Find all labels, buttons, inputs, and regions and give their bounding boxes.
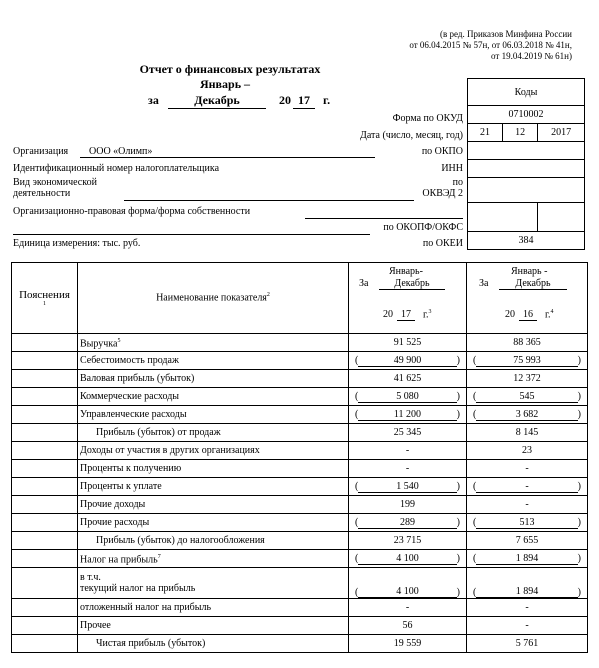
okved-value <box>468 178 585 203</box>
cur-period-2: Декабрь <box>379 278 445 290</box>
row-notes-cell <box>12 442 78 460</box>
previous-value: 12 372 <box>513 373 541 384</box>
close-paren: ) <box>577 553 581 564</box>
row-previous-value-cell <box>467 370 588 388</box>
org-label: Организация <box>13 146 69 157</box>
previous-value: - <box>525 602 529 613</box>
table-row <box>12 568 588 599</box>
row-current-value-cell <box>349 388 467 406</box>
report-title: Отчет о финансовых результатах <box>139 62 321 76</box>
row-name-cell <box>78 388 349 406</box>
table-header-row <box>12 263 588 334</box>
current-value: 25 345 <box>393 427 422 438</box>
row-previous-value-cell <box>467 424 588 442</box>
open-paren: ( <box>473 391 477 402</box>
row-name: Прибыль (убыток) от продаж <box>96 427 221 438</box>
row-name-cell <box>78 599 349 617</box>
okfs-value <box>538 203 585 232</box>
prev-period-2: Декабрь <box>499 278 567 290</box>
row-current-value-cell <box>349 514 467 532</box>
current-value: 41 625 <box>393 373 422 384</box>
prev-sup: 4 <box>550 309 554 315</box>
open-paren: ( <box>473 409 477 420</box>
col-notes-header <box>12 263 78 334</box>
row-previous-value-cell <box>467 599 588 617</box>
table-row <box>12 550 588 568</box>
row-name: Валовая прибыль (убыток) <box>80 373 195 384</box>
period-to: Декабрь <box>168 93 266 109</box>
edition-note-line-3: от 19.04.2019 № 61н) <box>491 51 572 61</box>
row-name-cell <box>78 568 349 599</box>
row-current-value-cell <box>349 550 467 568</box>
close-paren: ) <box>577 481 581 492</box>
current-value: 23 715 <box>393 535 422 546</box>
row-name-cell <box>78 442 349 460</box>
table-row <box>12 424 588 442</box>
row-name: Проценты к получению <box>80 463 182 474</box>
row-name: Прочее <box>80 620 111 631</box>
row-name: Прочие доходы <box>80 499 146 510</box>
col-name-header <box>78 263 349 334</box>
row-name: Налог на прибыль <box>80 554 158 566</box>
date-label: Дата (число, месяц, год) <box>360 130 463 141</box>
row-current-value-cell <box>349 460 467 478</box>
previous-value: - <box>525 620 529 631</box>
current-value: 199 <box>400 499 415 510</box>
row-notes-cell <box>12 550 78 568</box>
col-notes-label: Пояснения <box>19 289 70 301</box>
previous-value: - <box>525 463 529 474</box>
current-value: 19 559 <box>393 638 422 649</box>
row-notes-cell <box>12 352 78 370</box>
close-paren: ) <box>577 517 581 528</box>
row-previous-value-cell <box>467 635 588 653</box>
codes-header: Коды <box>468 79 585 106</box>
row-current-value-cell <box>349 617 467 635</box>
table-row <box>12 460 588 478</box>
previous-value: 75 993 <box>476 355 577 367</box>
open-paren: ( <box>355 517 359 528</box>
row-name: Коммерческие расходы <box>80 391 180 402</box>
prev-g: г. <box>545 309 551 321</box>
open-paren: ( <box>355 409 359 420</box>
row-current-value-cell <box>349 532 467 550</box>
date-month: 12 <box>503 124 538 142</box>
row-notes-cell <box>12 532 78 550</box>
table-row <box>12 532 588 550</box>
previous-value: 7 655 <box>515 535 539 546</box>
okopf-label: по ОКОПФ/ОКФС <box>383 222 463 233</box>
legal-form-line-2 <box>13 222 370 235</box>
current-value: 4 100 <box>358 553 456 565</box>
row-name-cell <box>78 478 349 496</box>
org-name: ООО «Олимп» <box>80 146 375 158</box>
current-value: 4 100 <box>358 586 456 598</box>
row-previous-value-cell <box>467 514 588 532</box>
row-previous-value-cell <box>467 334 588 352</box>
previous-value: 23 <box>522 445 532 456</box>
row-name: Чистая прибыль (убыток) <box>96 638 206 649</box>
row-previous-value-cell <box>467 388 588 406</box>
row-notes-cell <box>12 635 78 653</box>
row-current-value-cell <box>349 406 467 424</box>
current-value: 289 <box>358 517 456 529</box>
cur-year-unit <box>423 309 431 320</box>
col-previous-header <box>467 263 588 334</box>
open-paren: ( <box>355 586 359 598</box>
row-name-cell <box>78 352 349 370</box>
cur-year: 17 <box>397 309 415 321</box>
row-notes-cell <box>12 334 78 352</box>
activity-label-2: деятельности <box>13 188 71 199</box>
row-name-cell <box>78 334 349 352</box>
open-paren: ( <box>473 481 477 492</box>
row-notes-cell <box>12 406 78 424</box>
row-name-cell <box>78 460 349 478</box>
prev-year-prefix: 20 <box>505 309 515 320</box>
table-row <box>12 442 588 460</box>
previous-value: 545 <box>476 391 577 403</box>
previous-value: 5 761 <box>515 638 539 649</box>
current-value: - <box>405 463 410 474</box>
current-value: 49 900 <box>358 355 456 367</box>
close-paren: ) <box>456 391 460 402</box>
row-current-value-cell <box>349 635 467 653</box>
financial-results-table <box>11 262 588 653</box>
row-previous-value-cell <box>467 532 588 550</box>
row-current-value-cell <box>349 478 467 496</box>
year-unit: г. <box>323 93 331 107</box>
previous-value: - <box>525 499 529 510</box>
col-notes-sup: 1 <box>43 301 46 307</box>
prev-year: 16 <box>519 309 537 321</box>
row-notes-cell <box>12 424 78 442</box>
date-year: 2017 <box>538 124 585 142</box>
prev-year-unit <box>545 309 553 320</box>
row-notes-cell <box>12 514 78 532</box>
current-value: - <box>405 445 410 456</box>
previous-value: - <box>476 481 577 493</box>
edition-note <box>340 29 572 62</box>
close-paren: ) <box>456 517 460 528</box>
close-paren: ) <box>577 409 581 420</box>
table-row <box>12 496 588 514</box>
row-current-value-cell <box>349 370 467 388</box>
row-name-sup: 5 <box>117 337 121 344</box>
row-name: отложенный налог на прибыль <box>80 602 212 613</box>
row-current-value-cell <box>349 599 467 617</box>
row-name-cell <box>78 496 349 514</box>
okei-value: 384 <box>468 232 585 250</box>
okopf-value <box>468 203 538 232</box>
current-value: 11 200 <box>358 409 456 421</box>
open-paren: ( <box>473 553 477 564</box>
row-current-value-cell <box>349 334 467 352</box>
prev-period-1: Январь - <box>511 266 548 277</box>
row-previous-value-cell <box>467 496 588 514</box>
current-value: 5 080 <box>358 391 456 403</box>
open-paren: ( <box>355 553 359 564</box>
codes-box <box>467 78 585 250</box>
close-paren: ) <box>456 586 460 598</box>
close-paren: ) <box>577 586 581 598</box>
period-za: за <box>148 93 159 107</box>
open-paren: ( <box>473 355 477 366</box>
row-name-cell <box>78 370 349 388</box>
okud-value: 0710002 <box>468 106 585 124</box>
current-value: 91 525 <box>393 337 422 348</box>
row-name: Себестоимость продаж <box>80 355 179 366</box>
previous-value: 1 894 <box>476 553 577 565</box>
previous-value: 513 <box>476 517 577 529</box>
row-name: Прочие расходы <box>80 517 150 528</box>
edition-note-line-1: (в ред. Приказов Минфина России <box>440 29 572 39</box>
row-current-value-cell <box>349 568 467 599</box>
previous-value: 88 365 <box>513 337 541 348</box>
row-previous-value-cell <box>467 442 588 460</box>
activity-line <box>124 188 414 201</box>
inn-text: Идентификационный номер налогоплательщика <box>13 163 220 174</box>
close-paren: ) <box>456 481 460 492</box>
open-paren: ( <box>355 355 359 366</box>
period-from: Январь – <box>199 77 251 91</box>
row-name-cell <box>78 550 349 568</box>
row-notes-cell <box>12 568 78 599</box>
close-paren: ) <box>456 553 460 564</box>
row-name: Проценты к уплате <box>80 481 162 492</box>
row-notes-cell <box>12 478 78 496</box>
row-current-value-cell <box>349 424 467 442</box>
okved-label-2: ОКВЭД 2 <box>422 188 463 199</box>
row-notes-cell <box>12 460 78 478</box>
legal-form-text: Организационно-правовая форма/форма собственности <box>13 206 251 217</box>
row-previous-value-cell <box>467 478 588 496</box>
previous-value: 3 682 <box>476 409 577 421</box>
table-row <box>12 635 588 653</box>
row-previous-value-cell <box>467 568 588 599</box>
activity-label-1: Вид экономической <box>13 177 97 188</box>
inn-value <box>468 160 585 178</box>
row-notes-cell <box>12 496 78 514</box>
unit-text: Единица измерения: тыс. руб. <box>13 238 141 249</box>
table-row <box>12 514 588 532</box>
legal-form-line-1 <box>305 206 463 219</box>
close-paren: ) <box>456 355 460 366</box>
cur-period-1: Январь- <box>389 266 423 277</box>
okved-label-1: по <box>452 177 463 188</box>
row-name: Управленческие расходы <box>80 409 187 420</box>
row-name-cell <box>78 406 349 424</box>
open-paren: ( <box>473 586 477 598</box>
row-name: в т.ч. текущий налог на прибыль <box>80 572 196 594</box>
prev-za: За <box>479 278 489 289</box>
table-row <box>12 352 588 370</box>
row-current-value-cell <box>349 496 467 514</box>
table-row <box>12 599 588 617</box>
row-notes-cell <box>12 599 78 617</box>
row-name-cell <box>78 532 349 550</box>
cur-year-prefix: 20 <box>383 309 393 320</box>
row-current-value-cell <box>349 442 467 460</box>
row-name: Доходы от участия в других организациях <box>80 445 260 456</box>
row-previous-value-cell <box>467 406 588 424</box>
cur-g: г. <box>423 309 429 321</box>
previous-value: 1 894 <box>476 586 577 598</box>
okei-label: по ОКЕИ <box>422 238 463 249</box>
previous-value: 8 145 <box>515 427 539 438</box>
okpo-label: по ОКПО <box>421 146 463 157</box>
row-notes-cell <box>12 370 78 388</box>
table-row <box>12 334 588 352</box>
row-notes-cell <box>12 388 78 406</box>
year-prefix: 20 <box>279 93 291 107</box>
col-name-label: Наименование показателя <box>156 292 267 304</box>
open-paren: ( <box>355 481 359 492</box>
row-name-cell <box>78 514 349 532</box>
row-name-cell <box>78 635 349 653</box>
close-paren: ) <box>577 391 581 402</box>
col-current-header <box>349 263 467 334</box>
table-row <box>12 617 588 635</box>
date-day: 21 <box>468 124 503 142</box>
row-name-sup: 7 <box>157 553 161 560</box>
current-value: - <box>405 602 410 613</box>
table-row <box>12 388 588 406</box>
row-previous-value-cell <box>467 460 588 478</box>
row-name-cell <box>78 617 349 635</box>
row-name-cell <box>78 424 349 442</box>
row-current-value-cell <box>349 352 467 370</box>
table-row <box>12 478 588 496</box>
col-name-sup: 2 <box>266 292 270 299</box>
open-paren: ( <box>473 517 477 528</box>
close-paren: ) <box>577 355 581 366</box>
okpo-value <box>468 142 585 160</box>
edition-note-line-2: от 06.04.2015 № 57н, от 06.03.2018 № 41н, <box>409 40 572 50</box>
inn-label: ИНН <box>441 163 463 174</box>
close-paren: ) <box>456 409 460 420</box>
row-previous-value-cell <box>467 550 588 568</box>
row-previous-value-cell <box>467 617 588 635</box>
year-suffix: 17 <box>293 93 315 109</box>
cur-sup: 3 <box>428 309 432 315</box>
current-value: 56 <box>402 620 413 631</box>
row-previous-value-cell <box>467 352 588 370</box>
table-row <box>12 406 588 424</box>
current-value: 1 540 <box>358 481 456 493</box>
table-body <box>12 334 588 653</box>
cur-za: За <box>359 278 369 289</box>
row-name: Выручка <box>80 338 118 350</box>
row-notes-cell <box>12 617 78 635</box>
row-name: Прибыль (убыток) до налогообложения <box>96 535 265 546</box>
okud-label: Форма по ОКУД <box>392 113 463 124</box>
table-row <box>12 370 588 388</box>
open-paren: ( <box>355 391 359 402</box>
